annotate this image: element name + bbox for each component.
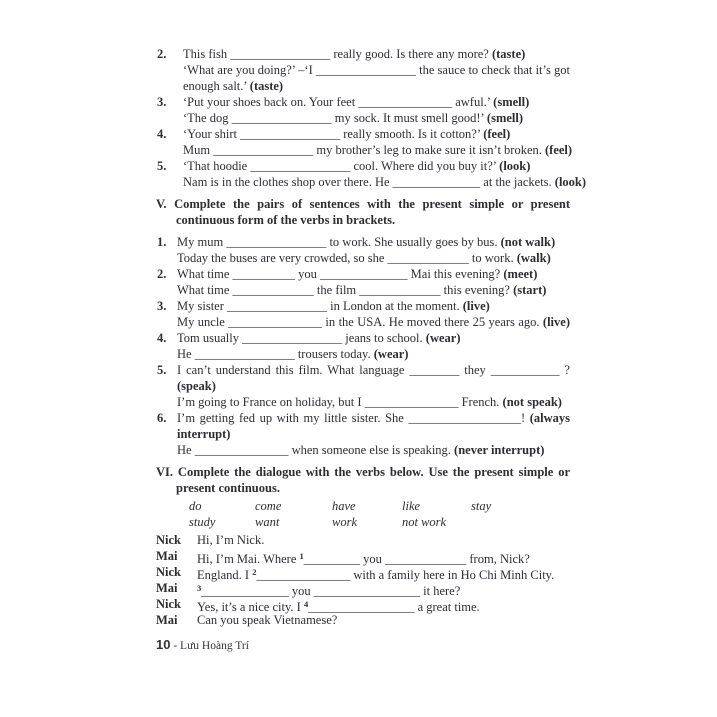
heading-text: Complete the pairs of sentences with the present simple or present bbox=[174, 197, 570, 211]
word-bank-item: come bbox=[255, 499, 282, 513]
text-run: jeans to school. bbox=[342, 331, 426, 345]
text-run: this evening? bbox=[440, 283, 514, 297]
speaker-name: Mai bbox=[156, 549, 178, 563]
dialogue bbox=[156, 532, 570, 628]
bold-text: (smell) bbox=[486, 111, 524, 125]
text-run: in London at the moment. bbox=[327, 299, 463, 313]
dialogue-line bbox=[156, 564, 570, 580]
text-run: Today the buses are very crowded, so she bbox=[177, 251, 388, 265]
blank-line: _____________ bbox=[232, 283, 314, 297]
text-line bbox=[183, 46, 570, 62]
item-number: 1. bbox=[157, 235, 167, 249]
word-bank-item: stay bbox=[471, 499, 492, 513]
text-run: Mai this evening? bbox=[407, 267, 504, 281]
text-line bbox=[177, 298, 570, 314]
text-run: with a family here in Ho Chi Minh City. bbox=[350, 568, 555, 582]
word-bank-item: have bbox=[332, 499, 356, 513]
blank-line: ________________ bbox=[194, 347, 295, 361]
exercise-item bbox=[156, 126, 573, 158]
text-run: my brother’s leg to make sure it isn’t broken. bbox=[313, 143, 546, 157]
bold-text: (never interrupt) bbox=[454, 443, 545, 457]
blank-line: _______________ bbox=[256, 568, 351, 582]
exercise-item bbox=[156, 410, 570, 458]
item-number: 2. bbox=[157, 47, 167, 61]
text-run: Nam is in the clothes shop over there. He bbox=[183, 175, 393, 189]
text-run: My mum bbox=[177, 235, 227, 249]
text-run: ‘What are you doing?’ –‘I bbox=[183, 63, 316, 77]
exercise-items bbox=[156, 46, 587, 190]
exercise-items bbox=[156, 234, 570, 458]
exercise-item bbox=[156, 46, 570, 94]
exercise-item bbox=[156, 266, 570, 298]
text-line bbox=[183, 126, 570, 142]
exercise-item bbox=[156, 362, 570, 410]
text-run: I’m getting fed up with my little sister. She bbox=[177, 411, 409, 425]
section-label: V. bbox=[156, 197, 167, 211]
text-line bbox=[177, 442, 570, 458]
text-run: when someone else is speaking. bbox=[288, 443, 455, 457]
text-run: This fish bbox=[183, 47, 231, 61]
text-line bbox=[177, 266, 570, 282]
text-line bbox=[183, 94, 570, 110]
text-run: they bbox=[459, 363, 491, 377]
text-run: My sister bbox=[177, 299, 227, 313]
text-line bbox=[177, 282, 570, 298]
text-run: trousers today. bbox=[294, 347, 374, 361]
text-run: My uncle bbox=[177, 315, 229, 329]
heading-line bbox=[156, 196, 570, 212]
superscript-number: 3 bbox=[197, 583, 202, 593]
speaker-name: Nick bbox=[156, 533, 181, 547]
blank-line: _______________ bbox=[358, 95, 453, 109]
exercise-item bbox=[156, 94, 570, 126]
bold-text: (taste) bbox=[249, 79, 284, 93]
text-line bbox=[177, 410, 570, 426]
item-number: 4. bbox=[157, 127, 167, 141]
text-run: England. I bbox=[197, 568, 253, 582]
text-run: He bbox=[177, 347, 195, 361]
text-run: ? bbox=[559, 363, 570, 377]
text-run: a great time. bbox=[414, 600, 480, 614]
blank-line: ______________ bbox=[320, 267, 408, 281]
heading-text: Complete the dialogue with the verbs below. Use the present simple or bbox=[177, 465, 570, 479]
blank-line: _______________ bbox=[228, 315, 323, 329]
bold-text: (look) bbox=[554, 175, 587, 189]
text-run: Tom usually bbox=[177, 331, 243, 345]
dialogue-line bbox=[156, 612, 570, 628]
bold-text: (start) bbox=[513, 283, 547, 297]
bold-text: (not walk) bbox=[500, 235, 556, 249]
text-run: Yes, it’s a nice city. I bbox=[197, 600, 304, 614]
blank-line: _____________ bbox=[359, 283, 441, 297]
item-number: 2. bbox=[157, 267, 167, 281]
dialogue-text bbox=[197, 564, 570, 580]
bold-text: (feel) bbox=[483, 127, 511, 141]
text-run: really smooth. Is it cotton?’ bbox=[340, 127, 484, 141]
dialogue-line bbox=[156, 532, 570, 548]
bold-text: (wear) bbox=[373, 347, 409, 361]
exercise-item bbox=[156, 298, 570, 330]
section-heading bbox=[156, 196, 570, 228]
text-run: the film bbox=[313, 283, 360, 297]
page-content bbox=[156, 46, 587, 628]
text-line bbox=[183, 158, 570, 174]
superscript-number: 2 bbox=[252, 567, 257, 577]
bold-text: (live) bbox=[542, 315, 570, 329]
text-run: to work. bbox=[468, 251, 517, 265]
dialogue-line bbox=[156, 580, 570, 596]
word-bank bbox=[156, 498, 570, 530]
text-line bbox=[177, 330, 570, 346]
text-run: really good. Is there any more? bbox=[330, 47, 492, 61]
blank-line: ___________ bbox=[490, 363, 560, 377]
dialogue-line bbox=[156, 596, 570, 612]
blank-line: ________________ bbox=[250, 159, 351, 173]
blank-line: ________________ bbox=[230, 47, 331, 61]
superscript-number: 4 bbox=[303, 599, 309, 609]
bold-text: (meet) bbox=[503, 267, 538, 281]
blank-line: ________________ bbox=[227, 299, 327, 313]
item-number: 3. bbox=[157, 95, 167, 109]
page-number: 10 bbox=[156, 637, 171, 652]
word-bank-item: want bbox=[255, 515, 280, 529]
speaker-name: Nick bbox=[156, 565, 181, 579]
item-number: 3. bbox=[157, 299, 167, 313]
blank-line: _____________ bbox=[387, 251, 469, 265]
text-run: I’m going to France on holiday, but I bbox=[177, 395, 365, 409]
text-line bbox=[177, 378, 570, 394]
section-label: VI. bbox=[156, 465, 174, 479]
text-line bbox=[183, 174, 587, 190]
text-run: Hi, I’m Nick. bbox=[197, 533, 265, 547]
bold-text: (feel) bbox=[545, 143, 573, 157]
text-run: What time bbox=[177, 267, 233, 281]
dialogue-text bbox=[197, 548, 570, 564]
text-run: to work. She usually goes by bus. bbox=[326, 235, 501, 249]
text-run: ‘Your shirt bbox=[183, 127, 241, 141]
text-line bbox=[177, 314, 570, 330]
blank-line: ______________ bbox=[392, 175, 481, 189]
heading-text: present continuous. bbox=[176, 481, 280, 495]
item-number: 5. bbox=[157, 159, 167, 173]
blank-line: ________________ bbox=[213, 143, 314, 157]
text-run: awful.’ bbox=[452, 95, 494, 109]
blank-line: _____________ bbox=[385, 552, 467, 566]
bold-text: (not speak) bbox=[502, 395, 562, 409]
dialogue-line bbox=[156, 548, 570, 564]
text-run: Hi, I’m Mai. Where bbox=[197, 552, 300, 566]
blank-line: ________________ bbox=[240, 127, 341, 141]
speaker-name: Mai bbox=[156, 613, 178, 627]
text-run: ‘Put your shoes back on. Your feet bbox=[183, 95, 359, 109]
bold-text: (smell) bbox=[493, 95, 530, 109]
bold-text: (taste) bbox=[491, 47, 526, 61]
text-run: Can you speak Vietnamese? bbox=[197, 613, 338, 627]
text-run: I can’t understand this film. What language bbox=[177, 363, 410, 377]
text-line bbox=[177, 394, 570, 410]
blank-line: ______________ bbox=[201, 584, 289, 598]
word-bank-item: study bbox=[189, 515, 216, 529]
word-bank-empty bbox=[471, 514, 570, 530]
item-number: 5. bbox=[157, 363, 167, 377]
heading-line bbox=[156, 480, 570, 496]
word-bank-item: like bbox=[402, 499, 421, 513]
text-run: my sock. It must smell good!’ bbox=[331, 111, 487, 125]
text-run: ! bbox=[520, 411, 530, 425]
superscript-number: 1 bbox=[299, 551, 304, 561]
heading-text: continuous form of the verbs in brackets. bbox=[176, 213, 396, 227]
word-bank-item: do bbox=[189, 499, 202, 513]
text-line bbox=[183, 62, 570, 78]
bold-text: (live) bbox=[462, 299, 490, 313]
text-run: it here? bbox=[420, 584, 461, 598]
bold-text: (walk) bbox=[516, 251, 551, 265]
text-run: at the jackets. bbox=[480, 175, 555, 189]
text-run: French. bbox=[458, 395, 503, 409]
text-run: What time bbox=[177, 283, 233, 297]
text-run: enough salt.’ bbox=[183, 79, 250, 93]
text-run: from, Nick? bbox=[466, 552, 530, 566]
dialogue-text bbox=[197, 580, 570, 596]
exercise-item bbox=[156, 158, 587, 190]
blank-line: _______________ bbox=[364, 395, 459, 409]
text-line bbox=[177, 426, 570, 442]
text-line bbox=[177, 234, 570, 250]
blank-line: _________________ bbox=[308, 600, 415, 614]
heading-line bbox=[156, 212, 570, 228]
blank-line: ________________ bbox=[231, 111, 332, 125]
bold-text: (always bbox=[529, 411, 570, 425]
text-run: the sauce to check that it’s got bbox=[415, 63, 570, 77]
text-line bbox=[177, 346, 570, 362]
text-run: He bbox=[177, 443, 195, 457]
dialogue-text bbox=[197, 596, 570, 612]
exercise-item bbox=[156, 234, 570, 266]
text-line bbox=[183, 110, 570, 126]
speaker-name: Mai bbox=[156, 581, 178, 595]
text-line bbox=[177, 362, 570, 378]
bold-text: interrupt) bbox=[177, 427, 231, 441]
bold-text: (look) bbox=[499, 159, 531, 173]
item-number: 4. bbox=[157, 331, 167, 345]
bold-text: (speak) bbox=[177, 379, 216, 393]
blank-line: ________________ bbox=[226, 235, 327, 249]
text-line bbox=[183, 142, 573, 158]
blank-line: ________________ bbox=[242, 331, 343, 345]
text-run: in the USA. He moved there 25 years ago. bbox=[322, 315, 543, 329]
blank-line: _______________ bbox=[194, 443, 289, 457]
blank-line: ________________ bbox=[315, 63, 416, 77]
blank-line: ________ bbox=[409, 363, 460, 377]
bold-text: (wear) bbox=[425, 331, 461, 345]
dialogue-text bbox=[197, 532, 570, 548]
blank-line: __________________ bbox=[408, 411, 521, 425]
text-run: you bbox=[295, 267, 321, 281]
blank-line: _________ bbox=[303, 552, 361, 566]
text-run: ‘That hoodie bbox=[183, 159, 251, 173]
text-run: cool. Where did you buy it?’ bbox=[350, 159, 500, 173]
text-line bbox=[177, 250, 570, 266]
word-bank-item: work bbox=[332, 515, 357, 529]
item-number: 6. bbox=[157, 411, 167, 425]
text-line bbox=[183, 78, 570, 94]
page-footer bbox=[156, 636, 249, 654]
text-run: ‘The dog bbox=[183, 111, 232, 125]
speaker-name: Nick bbox=[156, 597, 181, 611]
heading-line bbox=[156, 464, 570, 480]
section-heading bbox=[156, 464, 570, 496]
dialogue-text bbox=[197, 612, 570, 628]
text-run: you bbox=[360, 552, 386, 566]
text-run: you bbox=[288, 584, 314, 598]
word-bank-item: not work bbox=[402, 515, 447, 529]
blank-line: _________________ bbox=[313, 584, 420, 598]
text-run: Mum bbox=[183, 143, 214, 157]
blank-line: __________ bbox=[232, 267, 296, 281]
footer-author: - Lưu Hoàng Trí bbox=[170, 640, 249, 652]
exercise-item bbox=[156, 330, 570, 362]
